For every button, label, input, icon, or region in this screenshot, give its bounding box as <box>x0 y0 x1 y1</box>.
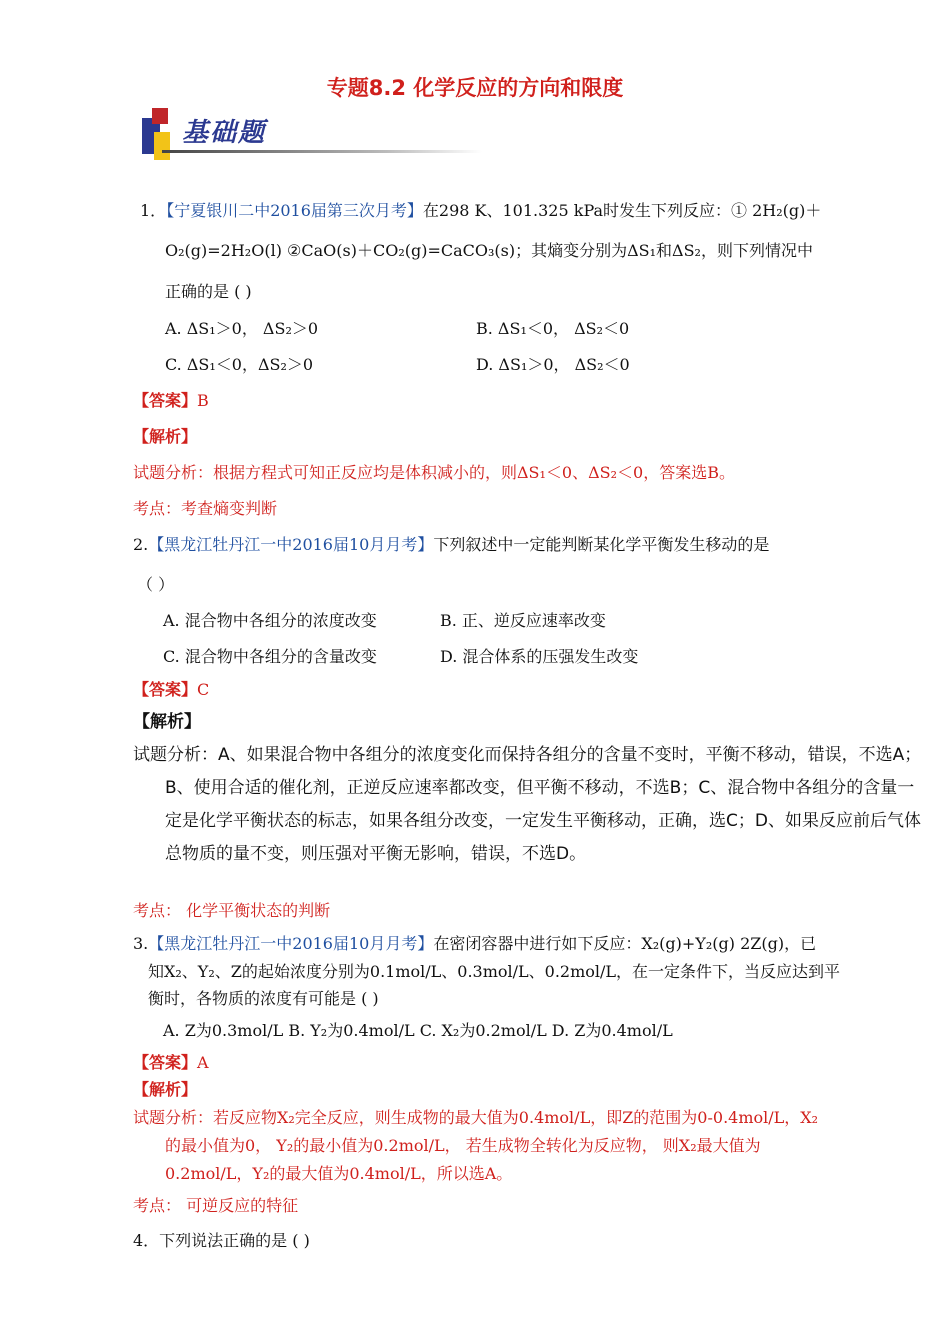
banner-red-block <box>152 108 168 124</box>
q1-option-a: A. ΔS₁＞0， ΔS₂＞0 <box>165 319 319 338</box>
q2-answer-label: 【答案】 <box>133 680 198 699</box>
q1-point: 考点：考查熵变判断 <box>133 499 278 518</box>
q1-option-c: C. ΔS₁＜0，ΔS₂＞0 <box>165 355 314 374</box>
q4-text: 4．下列说法正确的是 ( ) <box>133 1231 310 1250</box>
q3-text-2: 知X₂、Y₂、Z的起始浓度分别为0.1mol/L、0.3mol/L、0.2mol/L，在一定条件下，当反应达到平 <box>148 962 841 981</box>
banner-yellow-block <box>154 132 170 160</box>
q3-text-3: 衡时，各物质的浓度有可能是 ( ) <box>148 989 379 1008</box>
q3-line1 <box>133 931 816 954</box>
q2-answer-value: C <box>197 680 210 699</box>
page-title: 专题8.2 化学反应的方向和限度 <box>326 76 624 100</box>
q2-analysis-label: 【解析】 <box>133 712 201 732</box>
q3-answer-value: A <box>197 1053 209 1072</box>
q1-option-b: B. ΔS₁＜0， ΔS₂＜0 <box>476 319 630 338</box>
q2-analysis-3: 定是化学平衡状态的标志，如果各组分改变，一定发生平衡移动，正确，选C；D、如果反应前后气体 <box>165 811 921 831</box>
q1-answer-label: 【答案】 <box>133 391 198 410</box>
q1-analysis-label: 【解析】 <box>133 427 198 446</box>
q3-analysis-3: 0.2mol/L，Y₂的最大值为0.4mol/L，所以选A。 <box>165 1164 513 1183</box>
q2-option-d: D. 混合体系的压强发生改变 <box>440 647 639 666</box>
q3-options: A. Z为0.3mol/L B. Y₂为0.4mol/L C. X₂为0.2mol/L D. Z为0.4mol/L <box>163 1021 673 1040</box>
q1-number: 1． <box>140 201 167 220</box>
q2-number: 2. <box>133 535 149 554</box>
q1-text-2: O₂(g)=2H₂O(l) ②CaO(s)＋CO₂(g)=CaCO₃(s)；其熵变分别为ΔS₁和ΔS₂，则下列情况中 <box>165 241 813 260</box>
q2-point: 考点： 化学平衡状态的判断 <box>133 901 331 920</box>
q2-answer <box>133 677 209 700</box>
q1-answer-value: B <box>197 391 209 410</box>
q1-source: 【宁夏银川二中2016届第三次月考】 <box>166 201 423 220</box>
q2-text-1: 下列叙述中一定能判断某化学平衡发生移动的是 <box>433 535 770 554</box>
q1-line1 <box>140 198 821 221</box>
q2-line1 <box>133 532 769 555</box>
q3-analysis-1: 试题分析：若反应物X₂完全反应，则生成物的最大值为0.4mol/L，即Z的范围为0-0.4mol/L，X₂ <box>133 1108 819 1127</box>
q3-number: 3. <box>133 934 149 953</box>
q3-point: 考点： 可逆反应的特征 <box>133 1196 299 1215</box>
banner-underline <box>162 150 482 153</box>
q2-option-c: C. 混合物中各组分的含量改变 <box>163 647 377 666</box>
q3-source: 【黑龙江牡丹江一中2016届10月月考】 <box>148 934 434 953</box>
q3-analysis-2: 的最小值为0， Y₂的最小值为0.2mol/L， 若生成物全转化为反应物， 则X₂最大值为 <box>165 1136 761 1155</box>
q2-source: 【黑龙江牡丹江一中2016届10月月考】 <box>148 535 434 554</box>
q3-text-1: 在密闭容器中进行如下反应：X₂(g)+Y₂(g) 2Z(g)，已 <box>433 934 817 953</box>
q1-text-3: 正确的是 ( ) <box>165 282 252 301</box>
q1-option-d: D. ΔS₁＞0， ΔS₂＜0 <box>476 355 630 374</box>
section-banner <box>140 106 480 162</box>
q1-answer <box>133 388 209 411</box>
q2-analysis-2: B、使用合适的催化剂，正逆反应速率都改变，但平衡不移动，不选B；C、混合物中各组分的含量一 <box>165 778 915 798</box>
q1-text-1: 在298 K、101.325 kPa时发生下列反应：① 2H₂(g)＋ <box>422 201 822 220</box>
q2-text-2: （ ） <box>137 575 175 594</box>
banner-title: 基础题 <box>182 118 267 148</box>
q3-analysis-label: 【解析】 <box>133 1080 198 1099</box>
q3-answer <box>133 1050 209 1073</box>
q2-option-b: B. 正、逆反应速率改变 <box>440 611 606 630</box>
q2-analysis-1: 试题分析：A、如果混合物中各组分的浓度变化而保持各组分的含量不变时，平衡不移动，错误，不选A； <box>133 745 922 765</box>
q1-analysis: 试题分析：根据方程式可知正反应均是体积减小的，则ΔS₁＜0、ΔS₂＜0，答案选B。 <box>133 463 735 482</box>
q2-analysis-4: 总物质的量不变，则压强对平衡无影响，错误，不选D。 <box>165 844 587 864</box>
q2-option-a: A. 混合物中各组分的浓度改变 <box>163 611 377 630</box>
q3-answer-label: 【答案】 <box>133 1053 198 1072</box>
